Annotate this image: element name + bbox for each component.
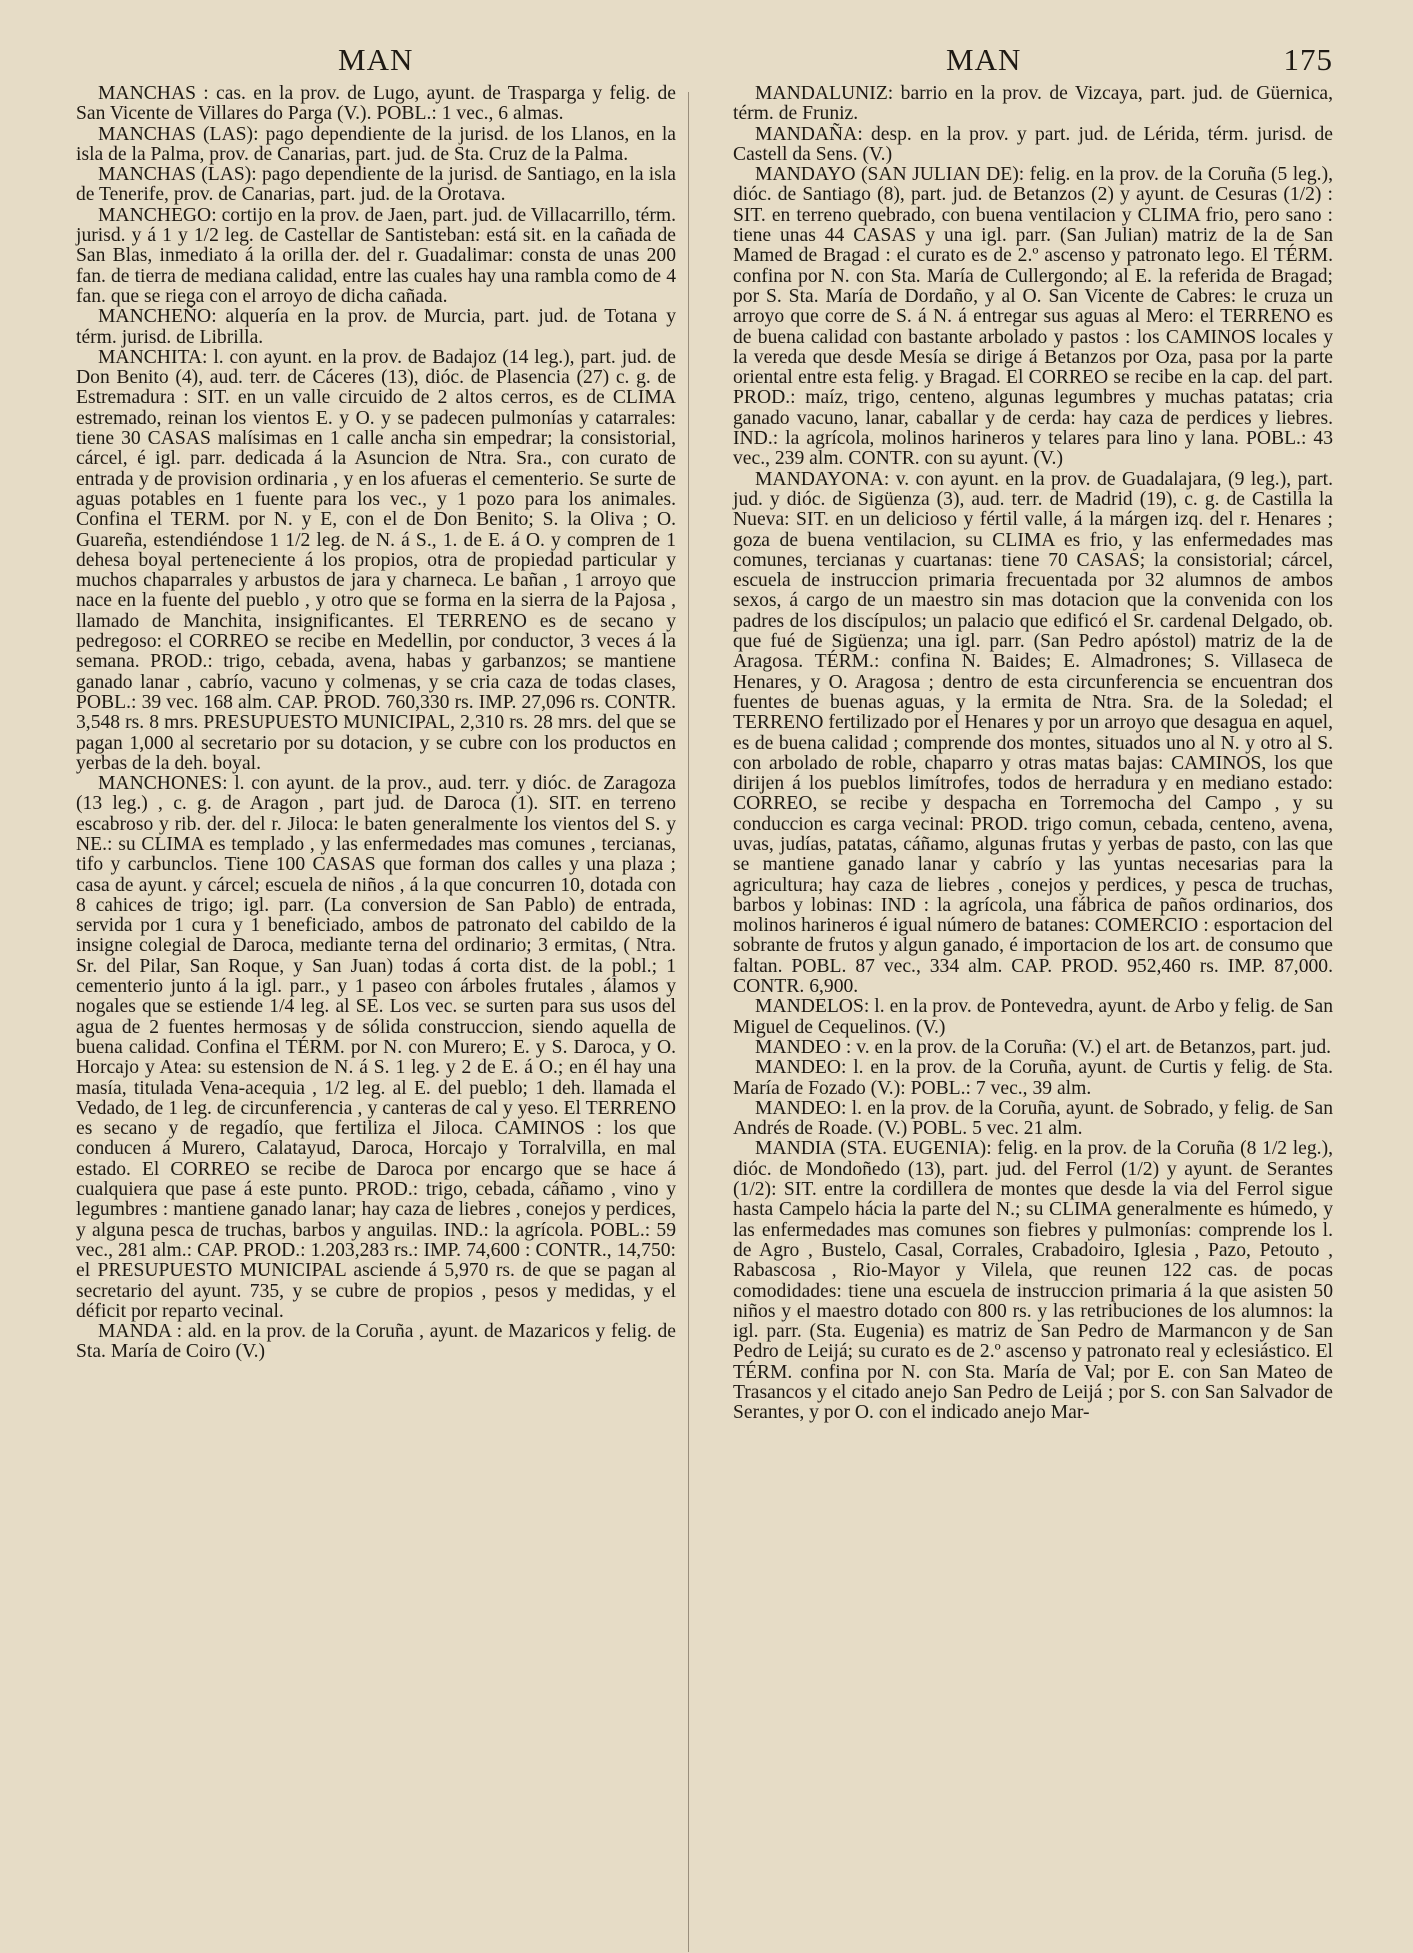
header-right-word: MAN	[946, 42, 1022, 77]
column-divider	[688, 92, 689, 1952]
dictionary-entry: MANDEO : v. en la prov. de la Coruña: (V.) el art. de Betanzos, part. jud.	[755, 1036, 1332, 1058]
left-column	[76, 84, 676, 1424]
dictionary-entry: MANDEO: l. en la prov. de la Coruña, ayunt. de Curtis y felig. de Sta. María de Fozado (V.): POBL.: 7 vec., 39 alm.	[733, 1057, 1333, 1099]
dictionary-entry: MANDAÑA: desp. en la prov. y part. jud. de Lérida, térm. jurisd. de Castell da Sens. (V.)	[733, 123, 1333, 165]
right-column	[733, 84, 1333, 1424]
dictionary-entry: MANCHEÑO: alquería en la prov. de Murcia, part. jud. de Totana y térm. jurisd. de Librilla.	[76, 306, 676, 348]
dictionary-entry: MANDALUNIZ: barrio en la prov. de Vizcaya, part. jud. de Güernica, térm. de Fruniz.	[733, 83, 1333, 125]
dictionary-entry: MANDA : ald. en la prov. de la Coruña , ayunt. de Mazaricos y felig. de Sta. María de Coiro (V.)	[76, 1321, 676, 1363]
dictionary-entry: MANCHEGO: cortijo en la prov. de Jaen, part. jud. de Villacarrillo, térm. jurisd. y á 1 y 1/2 leg. de Castellar de Santisteban: está sit. en la cañada de San Blas, inmediato á la orilla der. del r. Guadalimar: consta de unas 200 fan. de tierra de mediana calidad, entre las cuales hay una rambla como de 4 fan. que se riega con el arroyo de dicha cañada.	[76, 204, 676, 307]
header-left-word: MAN	[338, 42, 414, 77]
dictionary-entry: MANDAYONA: v. con ayunt. en la prov. de Guadalajara, (9 leg.), part. jud. y dióc. de Sigüenza (3), aud. terr. de Madrid (19), c. g. de Castilla la Nueva: SIT. en un delicioso y fértil valle, á la márgen izq. del r. Henares ; goza de buena ventilacion, su CLIMA es frio, y las enfermedades mas comunes, tercianas y cuartanas: tiene 70 CASAS; la consistorial; cárcel, escuela de instruccion primaria frecuentada por 32 alumnos de ambos sexos, á cargo de un maestro sin mas dotacion que la convenida con los padres de los discípulos; un palacio que edificó el Sr. cardenal Delgado, ob. que fué de Sigüenza; una igl. parr. (San Pedro apóstol) matriz de la de Aragosa. TÉRM.: confina N. Baides; E. Almadrones; S. Villaseca de Henares, y O. Aragosa ; dentro de esta circunferencia se encuentran dos fuentes de buenas aguas, y la ermita de Ntra. Sra. de la Soledad; el TERRENO fertilizado por el Henares y por un arroyo que desagua en aquel, es de buena calidad ; comprende dos montes, situados uno al N. y otro al S. con arbolado de roble, chaparro y otras matas bajas: CAMINOS, los que dirijen á los pueblos limítrofes, todos de herradura y en mediano estado: CORREO, se recibe y despacha en Torremocha del Campo , y su conduccion es carga vecinal: PROD. trigo comun, cebada, centeno, avena, uvas, judías, patatas, cáñamo, algunas frutas y yerbas de pasto, con las que se mantiene ganado lanar y cabrío y las yuntas necesarias para la agricultura; hay caza de liebres , conejos y perdices, y pesca de truchas, barbos y lobinas: IND : la agrícola, una fábrica de paños ordinarios, dos molinos harineros é igual número de batanes: COMERCIO : esportacion del sobrante de frutos y algun ganado, é importacion de los art. de consumo que faltan. POBL. 87 vec., 334 alm. CAP. PROD. 952,460 rs. IMP. 87,000. CONTR. 6,900.	[733, 468, 1333, 998]
dictionary-entry: MANDEO: l. en la prov. de la Coruña, ayunt. de Sobrado, y felig. de San Andrés de Roade. (V.) POBL. 5 vec. 21 alm.	[733, 1097, 1333, 1140]
dictionary-entry: MANDELOS: l. en la prov. de Pontevedra, ayunt. de Arbo y felig. de San Miguel de Cequelinos. (V.)	[733, 996, 1333, 1038]
dictionary-entry: MANCHAS (LAS): pago dependiente de la jurisd. de Santiago, en la isla de Tenerife, prov. de Canarias, part. jud. de la Orotava.	[76, 164, 676, 206]
dictionary-entry: MANDIA (STA. EUGENIA): felig. en la prov. de la Coruña (8 1/2 leg.), dióc. de Mondoñedo (13), part. jud. del Ferrol (1/2) y ayunt. de Serantes (1/2): SIT. entre la cordillera de montes que desde la via del Ferrol sigue hasta Campelo hácia la parte del N.; su CLIMA generalmente es húmedo, y las enfermedades mas comunes son fiebres y pulmonías: comprende los l. de Agro , Bustelo, Casal, Corrales, Crabadoiro, Iglesia , Pazo, Petouto , Rabascosa , Rio-Mayor y Vilela, que reunen 122 cas. de pocas comodidades: tiene una escuela de instruccion primaria á la que asisten 50 niños y el maestro dotado con 800 rs. y las retribuciones de los alumnos: la igl. parr. (Sta. Eugenia) es matriz de San Pedro de Marmancon y de San Pedro de Leijá; su curato es de 2.º ascenso y patronato real y eclesiástico. El TÉRM. confina por N. con Sta. María de Val; por E. con San Mateo de Trasancos y el citado anejo San Pedro de Leijá ; por S. con San Salvador de Serantes, y por O. con el indicado anejo Mar-	[733, 1138, 1333, 1424]
dictionary-entry: MANCHAS (LAS): pago dependiente de la jurisd. de los Llanos, en la isla de la Palma, prov. de Canarias, part. jud. de Sta. Cruz de la Palma.	[76, 123, 676, 165]
dictionary-entry: MANCHITA: l. con ayunt. en la prov. de Badajoz (14 leg.), part. jud. de Don Benito (4), aud. terr. de Cáceres (13), dióc. de Plasencia (27) c. g. de Estremadura : SIT. en un valle circuido de 2 altos cerros, es de CLIMA estremado, reinan los vientos E. y O. y se padecen pulmonías y catarrales: tiene 30 CASAS malísimas en 1 calle ancha sin empedrar; la consistorial, cárcel, é igl. parr. dedicada á la Asuncion de Ntra. Sra., con curato de entrada y de provision ordinaria , y en los afueras el cementerio. Se surte de aguas potables en 1 fuente para los vec., y 1 pozo para los animales. Confina el TERM. por N. y E, con el de Don Benito; S. la Oliva ; O. Guareña, estendiéndose 1 1/2 leg. de N. á S., 1. de E. á O. y compren de 1 dehesa boyal perteneciente á los propios, otra de propiedad particular y muchos chaparrales y arbustos de jara y charneca. Le bañan , 1 arroyo que nace en la fuente del pueblo , y otro que se forma en la sierra de la Pajosa , llamado de Manchita, insignificantes. El TERRENO es de secano y pedregoso: el CORREO se recibe en Medellin, por conductor, 3 veces á la semana. PROD.: trigo, cebada, avena, habas y garbanzos; se mantiene ganado lanar , cabrío, vacuno y colmenas, y se cria caza de todas clases, POBL.: 39 vec. 168 alm. CAP. PROD. 760,330 rs. IMP. 27,096 rs. CONTR. 3,548 rs. 8 mrs. PRESUPUESTO MUNICIPAL, 2,310 rs. 28 mrs. del que se pagan 1,000 al secretario por su dotacion, y se cubre con los productos en yerbas de la deh. boyal.	[76, 346, 676, 774]
running-header	[76, 40, 1333, 82]
dictionary-entry: MANDAYO (SAN JULIAN DE): felig. en la prov. de la Coruña (5 leg.), dióc. de Santiago (8), part. jud. de Betanzos (2) y ayunt. de Cesuras (1/2) : SIT. en terreno quebrado, con buena ventilacion y CLIMA frio, pero sano : tiene unas 44 CASAS y una igl. parr. (San Julian) matriz de la de San Mamed de Bragad : el curato es de 2.º ascenso y patronato lego. El TÉRM. confina por N. con Sta. María de Cullergondo; al E. la referida de Bragad; por S. Sta. María de Dordaño, y al O. San Vicente de Cabres: le cruza un arroyo que corre de S. á N. á entregar sus aguas al Mero: el TERRENO es de buena calidad con bastante arbolado y pastos : los CAMINOS locales y la vereda que desde Mesía se dirige á Betanzos por Oza, pasa por la parte oriental entre esta felig. y Bragad. El CORREO se recibe en la cap. del part. PROD.: maíz, trigo, centeno, algunas legumbres y muchas patatas; cria ganado vacuno, lanar, caballar y de cerda: hay caza de perdices y liebres. IND.: la agrícola, molinos harineros y telares para lino y lana. POBL.: 43 vec., 239 alm. CONTR. con su ayunt. (V.)	[733, 164, 1333, 470]
dictionary-entry: MANCHAS : cas. en la prov. de Lugo, ayunt. de Trasparga y felig. de San Vicente de Villares do Parga (V.). POBL.: 1 vec., 6 almas.	[76, 83, 676, 125]
dictionary-entry: MANCHONES: l. con ayunt. de la prov., aud. terr. y dióc. de Zaragoza (13 leg.) , c. g. de Aragon , part jud. de Daroca (1). SIT. en terreno escabroso y rib. der. del r. Jiloca: le baten generalmente los vientos del S. y NE.: su CLIMA es templado , y las enfermedades mas comunes , tercianas, tifo y carbunclos. Tiene 100 CASAS que forman dos calles y una plaza ; casa de ayunt. y cárcel; escuela de niños , á la que concurren 10, dotada con 8 cahices de trigo; igl. parr. (La conversion de San Pablo) de entrada, servida por 1 cura y 1 beneficiado, ambos de patronato del cabildo de la insigne colegial de Daroca, mediante terna del ordinario; 3 ermitas, ( Ntra. Sr. del Pilar, San Roque, y San Juan) todas á corta dist. de la pobl.; 1 cementerio junto á la igl. parr., y 1 paseo con árboles frutales , álamos y nogales que se estiende 1/4 leg. al SE. Los vec. se surten para sus usos del agua de 2 fuentes hermosas y de sólida construccion, siendo aquella de buena calidad. Confina el TÉRM. por N. con Murero; E. y S. Daroca, y O. Horcajo y Atea: su estension de N. á S. 1 leg. y 2 de E. á O.; en él hay una masía, titulada Vena-acequia , 1/2 leg. al E. del pueblo; 1 deh. llamada el Vedado, de 1 leg. de circunferencia , y canteras de cal y yeso. El TERRENO es secano y de regadío, que fertiliza el Jiloca. CAMINOS : los que conducen á Murero, Calatayud, Daroca, Horcajo y Torralvilla, en mal estado. El CORREO se recibe de Daroca por encargo que se hace á cualquiera que pase á este punto. PROD.: trigo, cebada, cáñamo , vino y legumbres : mantiene ganado lanar; hay caza de liebres , conejos y perdices, y alguna pesca de truchas, barbos y anguilas. IND.: la agrícola. POBL.: 59 vec., 281 alm.: CAP. PROD.: 1.203,283 rs.: IMP. 74,600 : CONTR., 14,750: el PRESUPUESTO MUNICIPAL asciende á 5,970 rs. de que se pagan al secretario del ayunt. 735, y se cubre de propios , pesos y medidas, y el déficit por reparto vecinal.	[76, 773, 676, 1322]
two-column-body	[76, 84, 1333, 1424]
page-number: 175	[1283, 42, 1333, 77]
